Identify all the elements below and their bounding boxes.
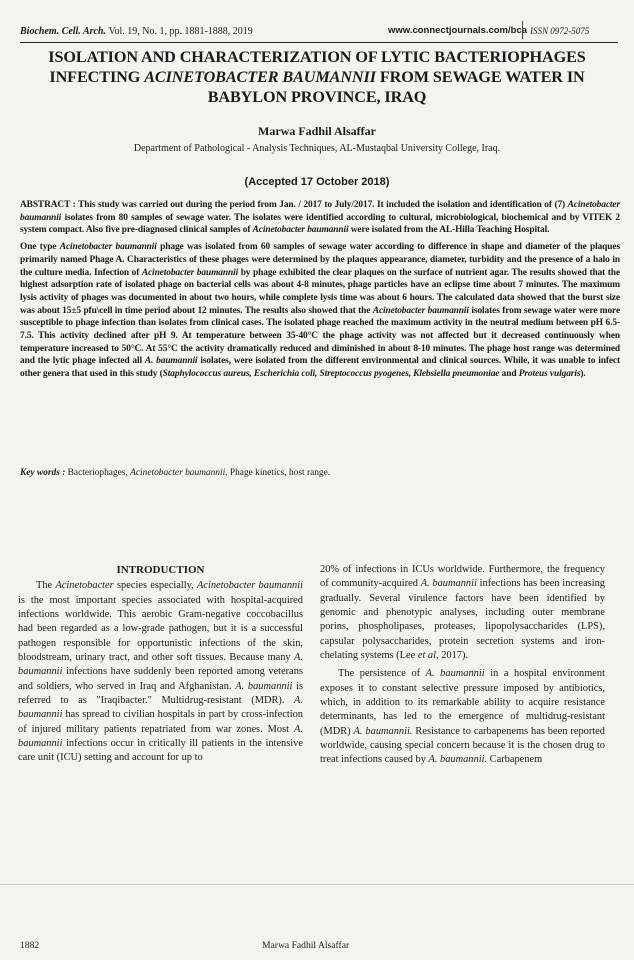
italic-span: A. baumannii — [235, 680, 293, 692]
text-span: Carbapenem — [487, 754, 543, 766]
italic-span: Acinetobacter baumannii — [20, 200, 620, 223]
intro-paragraph-2 — [320, 667, 605, 767]
section-heading-introduction: INTRODUCTION — [116, 564, 205, 576]
journal-header — [20, 22, 618, 43]
italic-span: Acinetobacter baumannii — [130, 468, 226, 478]
journal-volume: Vol. 19, No. 1, pp. 1881-1888, 2019 — [108, 26, 253, 37]
right-column — [320, 563, 605, 768]
title-line-3: BABYLON PROVINCE, IRAQ — [207, 88, 427, 106]
journal-name: Biochem. Cell. Arch. — [20, 26, 107, 37]
footer-divider — [0, 884, 634, 885]
text-span: were isolated from the AL-Hilla Teaching Hospital. — [348, 225, 550, 236]
text-span: is the most important species associated with hospital-acquired infections worldwide. This aerobic Gram-negative coccobacillus had been regarded as a low-grade pathogen, but it is a successful pathogen responsible for opportunistic infections of the skin, bloodstream, urinary tract, and other soft tissues. Because many — [18, 594, 303, 664]
header-divider — [522, 21, 523, 39]
text-span: isolates from 80 samples of sewage water. The isolates were identified according to cultural, microbiological, biochemical and by VITEK 2 system compact. Also five pre-diagnosed clinical samples of — [20, 212, 620, 236]
keywords — [20, 468, 620, 478]
italic-span: Acinetobacter — [55, 580, 114, 592]
text-span: by phage exhibited the clear plaques on the surface of nutrient agar. The results showed that the highest adsorption rate of isolated phage on bacterial cells was about 4-8 minutes, phage particles have an eclipse time about 7 minutes. The maximum lysis activity of phages was documented in about two hours, while complete lysis time was about 6 hours. The calculated data showed that the burst size was about 15±5 pfu\cell in time period about 12 minutes. The results also showed that the — [20, 267, 620, 316]
intro-paragraph-1 — [18, 579, 303, 765]
text-span: 20% of infections in ICUs worldwide. Furthermore, the frequency of community-acquired — [320, 564, 605, 590]
page-number: 1882 — [20, 940, 40, 951]
text-span: infections occur in critically ill patients in the intensive care unit (ICU) setting and account for up to — [18, 738, 303, 764]
text-span: infections have suddenly been reported among veterans and soldiers, who served in Iraq and Afghanistan. — [18, 666, 303, 692]
abstract-paragraph-1 — [20, 199, 620, 237]
title-line-1: ISOLATION AND CHARACTERIZATION OF LYTIC BACTERIOPHAGES — [48, 48, 586, 66]
intro-paragraph-1-continued — [320, 563, 605, 663]
italic-span: A. baumannii — [425, 668, 485, 680]
text-span: and — [499, 369, 519, 380]
abstract-paragraph-2 — [20, 241, 620, 381]
text-span: infections has been increasing gradually. Several virulence factors have been identified by genomic and phenotypic analyses, including outer membrane porins, phospholipases, proteases, lipopolysaccharides (LPS), capsular polysaccharides, protein secretion systems and iron-chelating systems (Lee — [320, 578, 606, 662]
italic-span: Acinetobacter baumannii — [252, 225, 349, 236]
keywords-label: Key words : — [20, 468, 66, 478]
author-affiliation: Department of Pathological - Analysis Techniques, AL-Mustaqbal University College, Iraq. — [133, 143, 501, 154]
title-line-2-end: FROM SEWAGE WATER IN — [375, 68, 585, 86]
journal-issn: ISSN 0972-5075 — [530, 26, 590, 36]
italic-span: A. baumannii — [18, 652, 303, 678]
title-line-2 — [22, 67, 612, 87]
text-span: isolates, were isolated from the different environmental and clinical sources. While, it was unable to infect other genera that used in this study ( — [20, 356, 621, 380]
left-column — [18, 563, 303, 766]
text-span: Resistance to carbapenems has been reported worldwide, causing special concern because it is the chosen drug to treat infections caused by — [320, 725, 605, 766]
text-span: has spread to civilian hospitals in part by cross-infection of injured military patients repatriated from war zones. Most — [18, 709, 303, 735]
italic-span: A. baumannii — [420, 578, 477, 590]
text-span: The persistence of — [338, 668, 426, 680]
author-name: Marwa Fadhil Alsaffar — [258, 124, 376, 138]
journal-url[interactable]: www.connectjournals.com/bca — [388, 25, 528, 36]
italic-span: Acinetobacter baumannii — [197, 580, 303, 592]
italic-span: A. baumannii. — [428, 754, 488, 766]
text-span: Bacteriophages, — [65, 468, 131, 478]
italic-span: A. baumannii. — [353, 725, 413, 737]
italic-span: Staphylococcus aureus, Escherichia coli, Streptococcus pyogenes, Klebsiella pneumoniae — [162, 369, 500, 380]
text-span: ). — [580, 369, 586, 380]
title-organism: ACINETOBACTER BAUMANNII — [144, 68, 376, 86]
italic-span: et al — [417, 650, 437, 662]
italic-span: A. baumannii — [18, 695, 303, 721]
accepted-date: (Accepted 17 October 2018) — [244, 176, 390, 188]
text-span: phage was isolated from 60 samples of sewage water according to difference in shape and diameter of the plaques primarily named Phage A. Characteristics of these phages were determined by the plaques appearance, diameter, turbidity and the presence of a halo in the culture media. Infection of — [20, 242, 621, 278]
abstract — [20, 199, 620, 385]
text-span: , Phage kinetics, host range. — [225, 468, 331, 478]
paper-title — [22, 47, 612, 107]
text-span: ABSTRACT : This study was carried out during the period from Jan. / 2017 to July/2017. It included the isolation and identification of (7) — [20, 200, 568, 210]
italic-span: Acinetobacter baumannii — [372, 305, 469, 316]
text-span: isolates from sewage water were more susceptible to phage infection than isolates from clinical cases. The isolated phage reached the maximum activity in the neutral medium between pH 6.5-7.5. This activity declined after pH 9. At temperature between 35-40°C the phage activity was not affected but it decreased continuously when temperature increased to 50°C. At 55°C the activity dramatically reduced and diminished in about 8-10 minutes. The phage host range was determined and the lytic phage infected all — [20, 305, 621, 367]
text-span: is referred to as "Iraqibacter." Multidrug-resistant (MDR). — [18, 680, 304, 707]
text-span: species especially, — [113, 580, 197, 592]
text-span: , 2017). — [436, 650, 469, 662]
italic-span: A. baumannii — [18, 723, 303, 750]
italic-span: Acinetobacter baumannii — [141, 267, 239, 278]
footer-author: Marwa Fadhil Alsaffar — [262, 940, 350, 951]
text-span: in a hospital environment exposes it to constant selective pressure imposed by antibiotics, which, in addition to its remarkable ability to acquire resistance determinants, has led to the emergence of multidrug-resistant (MDR) — [320, 668, 606, 737]
title-line-2-start: INFECTING — [49, 68, 145, 86]
text-span: One type — [20, 242, 60, 253]
text-span: The — [36, 580, 56, 592]
italic-span: Acinetobacter baumannii — [59, 242, 157, 253]
italic-span: A. baumannii — [144, 356, 198, 367]
italic-span: Proteus vulgaris — [518, 369, 581, 380]
journal-citation — [20, 26, 253, 37]
